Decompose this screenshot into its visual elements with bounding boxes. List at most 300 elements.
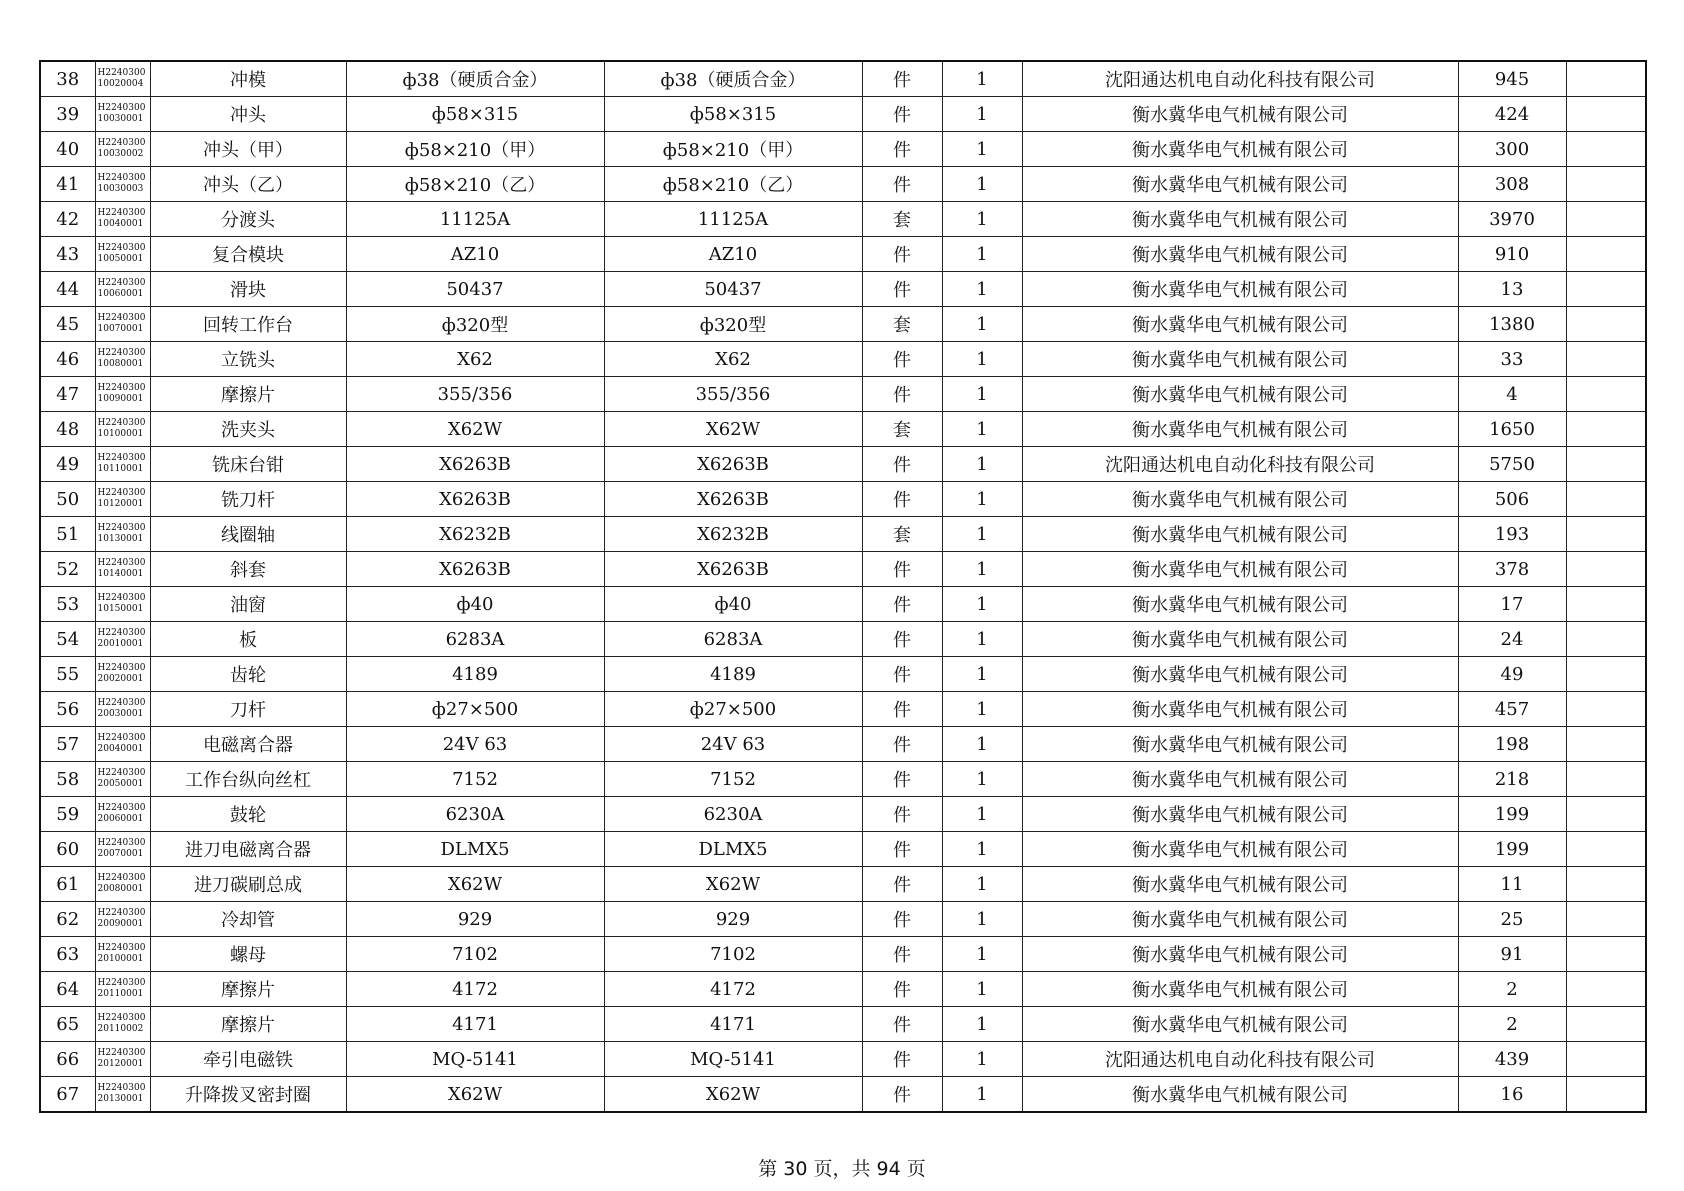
unit-cell: 件 xyxy=(862,727,942,762)
model-cell: X6232B xyxy=(604,517,862,552)
table-row xyxy=(40,1042,1646,1077)
parts-table xyxy=(39,60,1647,1113)
table-row xyxy=(40,762,1646,797)
material-code-cell xyxy=(95,657,150,692)
item-name-cell: 冲头（甲） xyxy=(150,132,346,167)
table-row xyxy=(40,412,1646,447)
material-code-part: H2240300 xyxy=(97,138,146,148)
table-row xyxy=(40,797,1646,832)
material-code-part: 20100001 xyxy=(97,954,144,964)
table-row xyxy=(40,902,1646,937)
supplier-cell: 衡水冀华电气机械有限公司 xyxy=(1022,762,1458,797)
unit-cell: 件 xyxy=(862,167,942,202)
remark-cell xyxy=(1566,202,1646,237)
material-code-part: 10050001 xyxy=(97,254,144,264)
row-number-cell: 39 xyxy=(40,97,95,132)
price-cell: 2 xyxy=(1458,1007,1566,1042)
item-name-cell: 油窗 xyxy=(150,587,346,622)
row-number-cell: 52 xyxy=(40,552,95,587)
quantity-cell: 1 xyxy=(942,867,1022,902)
item-name-cell: 摩擦片 xyxy=(150,972,346,1007)
quantity-cell: 1 xyxy=(942,307,1022,342)
specification-cell: 355/356 xyxy=(346,377,604,412)
table-row xyxy=(40,272,1646,307)
quantity-cell: 1 xyxy=(942,342,1022,377)
quantity-cell: 1 xyxy=(942,727,1022,762)
supplier-cell: 衡水冀华电气机械有限公司 xyxy=(1022,657,1458,692)
supplier-cell: 衡水冀华电气机械有限公司 xyxy=(1022,202,1458,237)
model-cell: 11125A xyxy=(604,202,862,237)
material-code-part: H2240300 xyxy=(97,908,146,918)
table-row xyxy=(40,972,1646,1007)
remark-cell xyxy=(1566,622,1646,657)
unit-cell: 件 xyxy=(862,937,942,972)
quantity-cell: 1 xyxy=(942,1042,1022,1077)
supplier-cell: 沈阳通达机电自动化科技有限公司 xyxy=(1022,1042,1458,1077)
material-code-part: 20090001 xyxy=(97,919,144,929)
model-cell: ф58×210（甲） xyxy=(604,132,862,167)
row-number-cell: 54 xyxy=(40,622,95,657)
row-number-cell: 48 xyxy=(40,412,95,447)
unit-cell: 件 xyxy=(862,797,942,832)
unit-cell: 件 xyxy=(862,692,942,727)
material-code-cell xyxy=(95,97,150,132)
supplier-cell: 衡水冀华电气机械有限公司 xyxy=(1022,237,1458,272)
table-row xyxy=(40,552,1646,587)
row-number-cell: 38 xyxy=(40,61,95,97)
model-cell: X62W xyxy=(604,1077,862,1113)
quantity-cell: 1 xyxy=(942,622,1022,657)
quantity-cell: 1 xyxy=(942,132,1022,167)
material-code-part: 10120001 xyxy=(97,499,144,509)
material-code-part: H2240300 xyxy=(97,243,146,253)
supplier-cell: 衡水冀华电气机械有限公司 xyxy=(1022,797,1458,832)
material-code-part: 10020004 xyxy=(97,79,144,89)
quantity-cell: 1 xyxy=(942,692,1022,727)
table-row xyxy=(40,657,1646,692)
material-code-cell xyxy=(95,587,150,622)
quantity-cell: 1 xyxy=(942,97,1022,132)
model-cell: ф58×210（乙） xyxy=(604,167,862,202)
quantity-cell: 1 xyxy=(942,167,1022,202)
model-cell: ф320型 xyxy=(604,307,862,342)
row-number-cell: 42 xyxy=(40,202,95,237)
item-name-cell: 斜套 xyxy=(150,552,346,587)
material-code-part: H2240300 xyxy=(97,558,146,568)
item-name-cell: 洗夹头 xyxy=(150,412,346,447)
price-cell: 199 xyxy=(1458,832,1566,867)
material-code-cell xyxy=(95,272,150,307)
specification-cell: MQ-5141 xyxy=(346,1042,604,1077)
quantity-cell: 1 xyxy=(942,1077,1022,1113)
unit-cell: 件 xyxy=(862,377,942,412)
specification-cell: X62 xyxy=(346,342,604,377)
unit-cell: 件 xyxy=(862,447,942,482)
remark-cell xyxy=(1566,61,1646,97)
unit-cell: 件 xyxy=(862,132,942,167)
material-code-part: 20060001 xyxy=(97,814,144,824)
material-code-part: 20030001 xyxy=(97,709,144,719)
model-cell: X6263B xyxy=(604,447,862,482)
supplier-cell: 衡水冀华电气机械有限公司 xyxy=(1022,132,1458,167)
material-code-part: H2240300 xyxy=(97,488,146,498)
material-code-part: 10030003 xyxy=(97,184,144,194)
remark-cell xyxy=(1566,762,1646,797)
material-code-part: 20120001 xyxy=(97,1059,144,1069)
remark-cell xyxy=(1566,902,1646,937)
remark-cell xyxy=(1566,937,1646,972)
unit-cell: 件 xyxy=(862,902,942,937)
row-number-cell: 43 xyxy=(40,237,95,272)
quantity-cell: 1 xyxy=(942,517,1022,552)
item-name-cell: 刀杆 xyxy=(150,692,346,727)
material-code-cell xyxy=(95,692,150,727)
table-row xyxy=(40,61,1646,97)
price-cell: 218 xyxy=(1458,762,1566,797)
row-number-cell: 46 xyxy=(40,342,95,377)
remark-cell xyxy=(1566,97,1646,132)
table-row xyxy=(40,377,1646,412)
specification-cell: ф320型 xyxy=(346,307,604,342)
model-cell: X6263B xyxy=(604,482,862,517)
table-row xyxy=(40,202,1646,237)
material-code-part: H2240300 xyxy=(97,733,146,743)
material-code-part: H2240300 xyxy=(97,313,146,323)
material-code-part: H2240300 xyxy=(97,768,146,778)
material-code-part: H2240300 xyxy=(97,943,146,953)
table-row xyxy=(40,167,1646,202)
item-name-cell: 回转工作台 xyxy=(150,307,346,342)
price-cell: 198 xyxy=(1458,727,1566,762)
material-code-part: 10140001 xyxy=(97,569,144,579)
remark-cell xyxy=(1566,727,1646,762)
model-cell: 7152 xyxy=(604,762,862,797)
specification-cell: 50437 xyxy=(346,272,604,307)
table-row xyxy=(40,482,1646,517)
price-cell: 308 xyxy=(1458,167,1566,202)
specification-cell: X6263B xyxy=(346,482,604,517)
row-number-cell: 58 xyxy=(40,762,95,797)
material-code-cell xyxy=(95,517,150,552)
supplier-cell: 衡水冀华电气机械有限公司 xyxy=(1022,552,1458,587)
supplier-cell: 衡水冀华电气机械有限公司 xyxy=(1022,377,1458,412)
table-row xyxy=(40,622,1646,657)
unit-cell: 件 xyxy=(862,587,942,622)
supplier-cell: 衡水冀华电气机械有限公司 xyxy=(1022,342,1458,377)
item-name-cell: 立铣头 xyxy=(150,342,346,377)
quantity-cell: 1 xyxy=(942,587,1022,622)
supplier-cell: 衡水冀华电气机械有限公司 xyxy=(1022,272,1458,307)
price-cell: 1380 xyxy=(1458,307,1566,342)
unit-cell: 件 xyxy=(862,482,942,517)
quantity-cell: 1 xyxy=(942,552,1022,587)
price-cell: 49 xyxy=(1458,657,1566,692)
specification-cell: 929 xyxy=(346,902,604,937)
supplier-cell: 衡水冀华电气机械有限公司 xyxy=(1022,587,1458,622)
unit-cell: 件 xyxy=(862,61,942,97)
material-code-part: H2240300 xyxy=(97,418,146,428)
specification-cell: AZ10 xyxy=(346,237,604,272)
material-code-part: H2240300 xyxy=(97,628,146,638)
specification-cell: 4171 xyxy=(346,1007,604,1042)
supplier-cell: 衡水冀华电气机械有限公司 xyxy=(1022,692,1458,727)
table-row xyxy=(40,727,1646,762)
row-number-cell: 50 xyxy=(40,482,95,517)
material-code-cell xyxy=(95,1042,150,1077)
material-code-part: 10150001 xyxy=(97,604,144,614)
row-number-cell: 57 xyxy=(40,727,95,762)
price-cell: 3970 xyxy=(1458,202,1566,237)
row-number-cell: 61 xyxy=(40,867,95,902)
model-cell: ф40 xyxy=(604,587,862,622)
material-code-cell xyxy=(95,412,150,447)
material-code-cell xyxy=(95,622,150,657)
material-code-cell xyxy=(95,832,150,867)
material-code-part: H2240300 xyxy=(97,1048,146,1058)
material-code-cell xyxy=(95,132,150,167)
material-code-part: 20130001 xyxy=(97,1094,144,1104)
material-code-cell xyxy=(95,1077,150,1113)
model-cell: 4189 xyxy=(604,657,862,692)
unit-cell: 件 xyxy=(862,1042,942,1077)
item-name-cell: 冲头（乙） xyxy=(150,167,346,202)
material-code-cell xyxy=(95,377,150,412)
supplier-cell: 衡水冀华电气机械有限公司 xyxy=(1022,832,1458,867)
price-cell: 25 xyxy=(1458,902,1566,937)
specification-cell: 11125A xyxy=(346,202,604,237)
page-footer: 第 30 页，共 94 页 xyxy=(758,1158,926,1180)
supplier-cell: 衡水冀华电气机械有限公司 xyxy=(1022,1007,1458,1042)
quantity-cell: 1 xyxy=(942,412,1022,447)
specification-cell: DLMX5 xyxy=(346,832,604,867)
item-name-cell: 冷却管 xyxy=(150,902,346,937)
material-code-part: H2240300 xyxy=(97,978,146,988)
remark-cell xyxy=(1566,972,1646,1007)
remark-cell xyxy=(1566,1007,1646,1042)
material-code-part: 10110001 xyxy=(97,464,144,474)
remark-cell xyxy=(1566,272,1646,307)
remark-cell xyxy=(1566,237,1646,272)
material-code-cell xyxy=(95,867,150,902)
quantity-cell: 1 xyxy=(942,61,1022,97)
item-name-cell: 螺母 xyxy=(150,937,346,972)
row-number-cell: 47 xyxy=(40,377,95,412)
quantity-cell: 1 xyxy=(942,377,1022,412)
model-cell: X62W xyxy=(604,412,862,447)
price-cell: 439 xyxy=(1458,1042,1566,1077)
remark-cell xyxy=(1566,657,1646,692)
unit-cell: 套 xyxy=(862,307,942,342)
price-cell: 1650 xyxy=(1458,412,1566,447)
remark-cell xyxy=(1566,587,1646,622)
specification-cell: X62W xyxy=(346,1077,604,1113)
table-row xyxy=(40,867,1646,902)
supplier-cell: 衡水冀华电气机械有限公司 xyxy=(1022,412,1458,447)
material-code-part: 10080001 xyxy=(97,359,144,369)
model-cell: ф38（硬质合金） xyxy=(604,61,862,97)
price-cell: 13 xyxy=(1458,272,1566,307)
quantity-cell: 1 xyxy=(942,902,1022,937)
material-code-part: H2240300 xyxy=(97,173,146,183)
quantity-cell: 1 xyxy=(942,972,1022,1007)
item-name-cell: 板 xyxy=(150,622,346,657)
table-row xyxy=(40,937,1646,972)
specification-cell: X6232B xyxy=(346,517,604,552)
supplier-cell: 沈阳通达机电自动化科技有限公司 xyxy=(1022,447,1458,482)
row-number-cell: 62 xyxy=(40,902,95,937)
specification-cell: X6263B xyxy=(346,552,604,587)
material-code-part: H2240300 xyxy=(97,278,146,288)
remark-cell xyxy=(1566,342,1646,377)
unit-cell: 件 xyxy=(862,657,942,692)
remark-cell xyxy=(1566,867,1646,902)
material-code-part: 10130001 xyxy=(97,534,144,544)
material-code-cell xyxy=(95,937,150,972)
price-cell: 945 xyxy=(1458,61,1566,97)
specification-cell: X6263B xyxy=(346,447,604,482)
row-number-cell: 44 xyxy=(40,272,95,307)
specification-cell: 4172 xyxy=(346,972,604,1007)
supplier-cell: 衡水冀华电气机械有限公司 xyxy=(1022,1077,1458,1113)
supplier-cell: 衡水冀华电气机械有限公司 xyxy=(1022,972,1458,1007)
unit-cell: 件 xyxy=(862,832,942,867)
material-code-part: 20070001 xyxy=(97,849,144,859)
material-code-part: 10070001 xyxy=(97,324,144,334)
remark-cell xyxy=(1566,517,1646,552)
material-code-cell xyxy=(95,727,150,762)
supplier-cell: 衡水冀华电气机械有限公司 xyxy=(1022,97,1458,132)
remark-cell xyxy=(1566,132,1646,167)
material-code-part: 20010001 xyxy=(97,639,144,649)
row-number-cell: 53 xyxy=(40,587,95,622)
material-code-cell xyxy=(95,447,150,482)
material-code-cell xyxy=(95,902,150,937)
row-number-cell: 56 xyxy=(40,692,95,727)
item-name-cell: 铣刀杆 xyxy=(150,482,346,517)
price-cell: 424 xyxy=(1458,97,1566,132)
row-number-cell: 41 xyxy=(40,167,95,202)
material-code-part: H2240300 xyxy=(97,873,146,883)
item-name-cell: 工作台纵向丝杠 xyxy=(150,762,346,797)
model-cell: 929 xyxy=(604,902,862,937)
item-name-cell: 冲头 xyxy=(150,97,346,132)
table-row xyxy=(40,1007,1646,1042)
material-code-cell xyxy=(95,307,150,342)
remark-cell xyxy=(1566,832,1646,867)
remark-cell xyxy=(1566,1077,1646,1113)
remark-cell xyxy=(1566,692,1646,727)
quantity-cell: 1 xyxy=(942,1007,1022,1042)
item-name-cell: 进刀碳刷总成 xyxy=(150,867,346,902)
item-name-cell: 复合模块 xyxy=(150,237,346,272)
remark-cell xyxy=(1566,797,1646,832)
row-number-cell: 51 xyxy=(40,517,95,552)
price-cell: 193 xyxy=(1458,517,1566,552)
unit-cell: 件 xyxy=(862,972,942,1007)
specification-cell: ф58×210（甲） xyxy=(346,132,604,167)
price-cell: 24 xyxy=(1458,622,1566,657)
table-row xyxy=(40,307,1646,342)
material-code-part: 10060001 xyxy=(97,289,144,299)
quantity-cell: 1 xyxy=(942,237,1022,272)
material-code-cell xyxy=(95,762,150,797)
material-code-part: 10030002 xyxy=(97,149,144,159)
model-cell: 4172 xyxy=(604,972,862,1007)
material-code-cell xyxy=(95,972,150,1007)
item-name-cell: 牵引电磁铁 xyxy=(150,1042,346,1077)
table-row xyxy=(40,517,1646,552)
supplier-cell: 衡水冀华电气机械有限公司 xyxy=(1022,517,1458,552)
quantity-cell: 1 xyxy=(942,797,1022,832)
unit-cell: 件 xyxy=(862,762,942,797)
material-code-part: H2240300 xyxy=(97,698,146,708)
material-code-part: H2240300 xyxy=(97,103,146,113)
unit-cell: 件 xyxy=(862,552,942,587)
unit-cell: 件 xyxy=(862,97,942,132)
row-number-cell: 65 xyxy=(40,1007,95,1042)
unit-cell: 件 xyxy=(862,272,942,307)
remark-cell xyxy=(1566,307,1646,342)
unit-cell: 件 xyxy=(862,622,942,657)
row-number-cell: 40 xyxy=(40,132,95,167)
material-code-cell xyxy=(95,342,150,377)
material-code-part: H2240300 xyxy=(97,348,146,358)
remark-cell xyxy=(1566,482,1646,517)
price-cell: 16 xyxy=(1458,1077,1566,1113)
material-code-part: 20110001 xyxy=(97,989,144,999)
material-code-part: 20040001 xyxy=(97,744,144,754)
model-cell: 24V 63 xyxy=(604,727,862,762)
price-cell: 91 xyxy=(1458,937,1566,972)
quantity-cell: 1 xyxy=(942,832,1022,867)
material-code-part: 20020001 xyxy=(97,674,144,684)
specification-cell: ф38（硬质合金） xyxy=(346,61,604,97)
table-row xyxy=(40,1077,1646,1113)
table-row xyxy=(40,832,1646,867)
model-cell: 355/356 xyxy=(604,377,862,412)
supplier-cell: 衡水冀华电气机械有限公司 xyxy=(1022,902,1458,937)
material-code-part: H2240300 xyxy=(97,523,146,533)
supplier-cell: 沈阳通达机电自动化科技有限公司 xyxy=(1022,61,1458,97)
material-code-part: 10040001 xyxy=(97,219,144,229)
item-name-cell: 升降拨叉密封圈 xyxy=(150,1077,346,1113)
supplier-cell: 衡水冀华电气机械有限公司 xyxy=(1022,307,1458,342)
model-cell: X62W xyxy=(604,867,862,902)
material-code-part: 10030001 xyxy=(97,114,144,124)
model-cell: X62 xyxy=(604,342,862,377)
price-cell: 2 xyxy=(1458,972,1566,1007)
specification-cell: 24V 63 xyxy=(346,727,604,762)
unit-cell: 套 xyxy=(862,517,942,552)
row-number-cell: 55 xyxy=(40,657,95,692)
material-code-cell xyxy=(95,1007,150,1042)
remark-cell xyxy=(1566,377,1646,412)
price-cell: 300 xyxy=(1458,132,1566,167)
material-code-part: H2240300 xyxy=(97,1083,146,1093)
material-code-part: H2240300 xyxy=(97,453,146,463)
model-cell: 50437 xyxy=(604,272,862,307)
specification-cell: ф40 xyxy=(346,587,604,622)
supplier-cell: 衡水冀华电气机械有限公司 xyxy=(1022,167,1458,202)
row-number-cell: 67 xyxy=(40,1077,95,1113)
row-number-cell: 45 xyxy=(40,307,95,342)
specification-cell: ф27×500 xyxy=(346,692,604,727)
model-cell: 6283A xyxy=(604,622,862,657)
remark-cell xyxy=(1566,167,1646,202)
specification-cell: X62W xyxy=(346,867,604,902)
unit-cell: 件 xyxy=(862,1077,942,1113)
material-code-part: H2240300 xyxy=(97,838,146,848)
